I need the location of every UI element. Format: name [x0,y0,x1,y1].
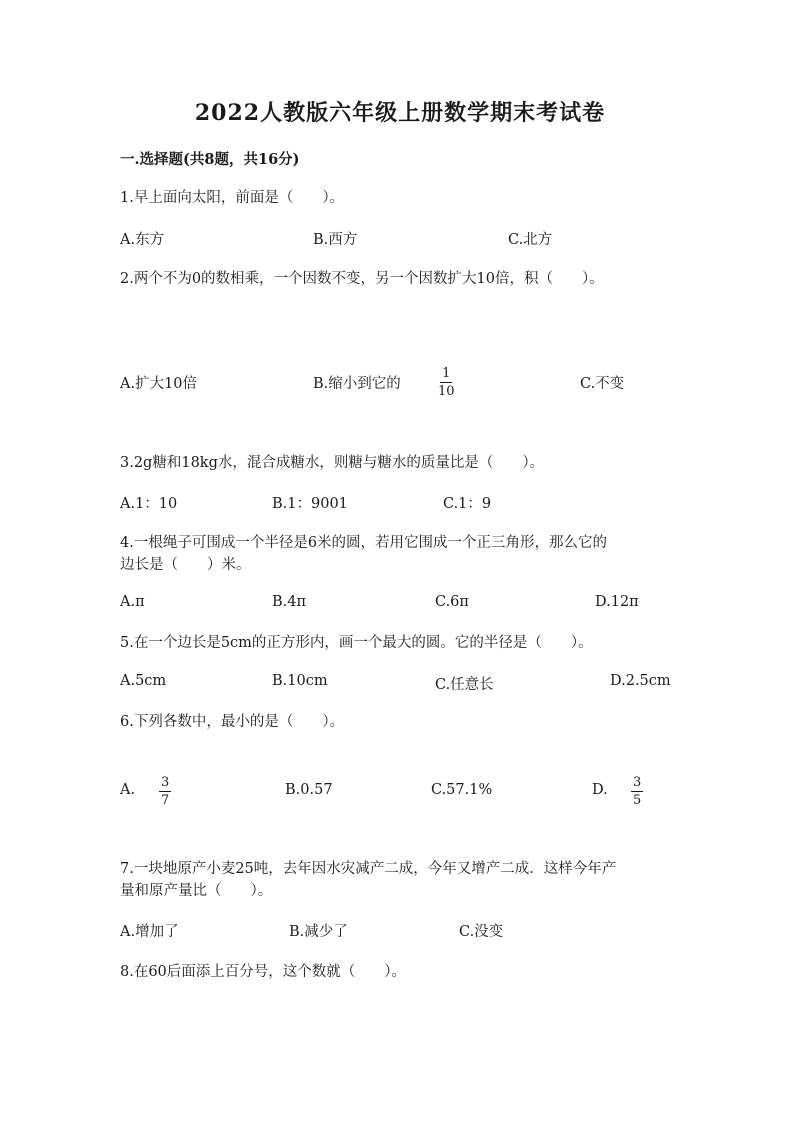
question-6-option-a[interactable]: A. [120,782,136,798]
fraction-numerator: 1 [442,366,451,381]
question-6-option-c[interactable]: C.57.1% [431,782,493,798]
question-1-option-c[interactable]: C.北方 [508,232,553,248]
question-7-stem-line-1: 7.一块地原产小麦25吨，去年因水灾减产二成，今年又增产二成．这样今年产 [120,861,617,877]
question-4-option-d[interactable]: D.12π [595,594,639,610]
question-2-stem: 2.两个不为0的数相乘，一个因数不变，另一个因数扩大10倍，积（ ）。 [120,271,604,287]
fraction-numerator: 3 [161,775,170,790]
fraction-denominator: 5 [633,793,642,808]
question-6-option-d-fraction [631,775,643,808]
question-6-option-d[interactable]: D. [592,782,608,798]
question-7-stem-line-2: 量和原产量比（ ）。 [120,883,273,899]
question-7-option-c[interactable]: C.没变 [459,924,504,940]
question-4-option-a[interactable]: A.π [120,594,145,610]
question-5-option-c[interactable]: C.任意长 [435,677,494,693]
fraction-denominator: 10 [438,384,455,399]
question-1-option-a[interactable]: A.东方 [120,232,165,248]
section-heading: 一.选择题(共8题，共16分) [120,151,300,168]
question-6-stem: 6.下列各数中，最小的是（ ）。 [120,714,345,730]
question-4-option-c[interactable]: C.6π [435,594,469,610]
question-1-stem: 1.早上面向太阳，前面是（ ）。 [120,190,345,206]
question-4-option-b[interactable]: B.4π [272,594,307,610]
question-3-option-b[interactable]: B.1：9001 [272,496,348,512]
exam-title: 2022人教版六年级上册数学期末考试卷 [194,100,606,126]
question-5-option-a[interactable]: A.5cm [120,673,167,689]
question-2-option-c[interactable]: C.不变 [580,376,625,392]
question-1-option-b[interactable]: B.西方 [313,232,358,248]
question-2-option-b-fraction [436,366,457,399]
question-7-option-a[interactable]: A.增加了 [120,924,179,940]
question-6-option-b[interactable]: B.0.57 [285,782,333,798]
question-5-option-d[interactable]: D.2.5cm [610,673,671,689]
question-4-stem-line-2: 边长是（ ）米。 [120,557,251,573]
question-5-option-b[interactable]: B.10cm [272,673,328,689]
question-2-option-b[interactable]: B.缩小到它的 [313,376,401,392]
question-3-option-c[interactable]: C.1：9 [443,496,492,512]
question-7-option-b[interactable]: B.减少了 [289,924,348,940]
question-4-stem-line-1: 4.一根绳子可围成一个半径是6米的圆，若用它围成一个正三角形，那么它的 [120,535,608,551]
question-3-option-a[interactable]: A.1：10 [120,496,178,512]
fraction-denominator: 7 [161,793,170,808]
question-8-stem: 8.在60后面添上百分号，这个数就（ ）。 [120,964,407,980]
question-6-option-a-fraction [159,775,171,808]
fraction-numerator: 3 [633,775,642,790]
question-5-stem: 5.在一个边长是5cm的正方形内，画一个最大的圆。它的半径是（ ）。 [120,635,593,651]
question-3-stem: 3.2g糖和18kg水，混合成糖水，则糖与糖水的质量比是（ ）。 [120,455,545,471]
question-2-option-a[interactable]: A.扩大10倍 [120,376,198,392]
